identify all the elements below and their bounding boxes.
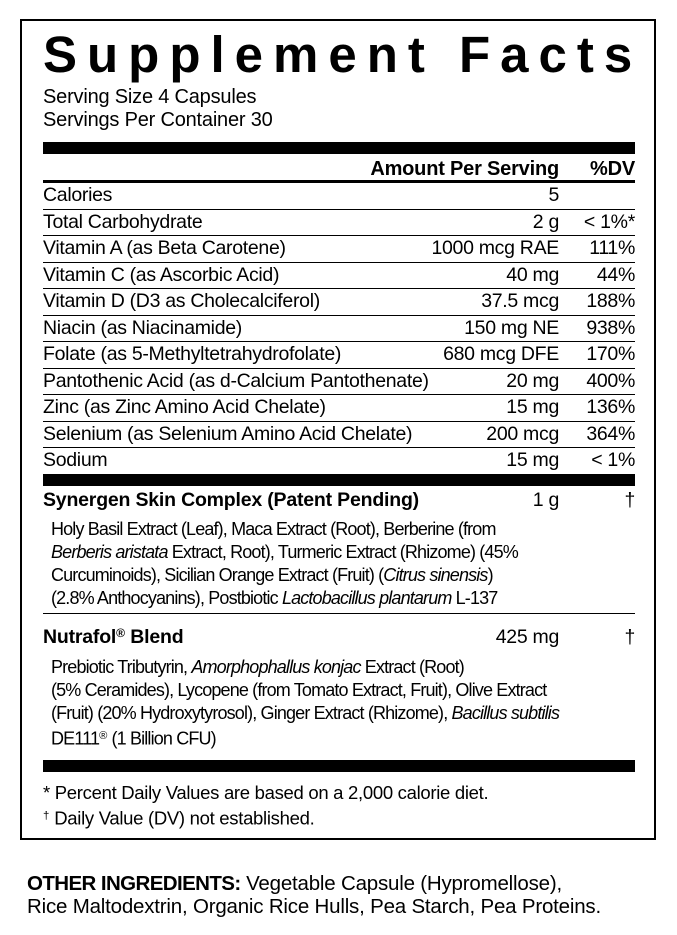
nutrient-dv: 170% bbox=[586, 343, 635, 365]
nutrient-amount: 200 mcg bbox=[486, 422, 559, 445]
nutrient-amount: 40 mg bbox=[506, 263, 559, 286]
nutrient-dv: 136% bbox=[586, 396, 635, 418]
nutrient-row bbox=[43, 209, 635, 236]
blend-description: Prebiotic Tributyrin, Amorphophallus konjac Extract (Root) (5% Ceramides), Lycopene (from Tomato Extract, Fruit), Olive Extract (Fruit) (20% Hydroxytyrosol), Ginger Extract (Rhizome), Bacillus subtilis DE111® (1 Billion CFU) bbox=[51, 656, 560, 749]
nutrient-row bbox=[43, 421, 635, 448]
nutrient-name: Pantothenic Acid (as d-Calcium Pantothenate) bbox=[43, 369, 429, 392]
nutrient-amount: 15 mg bbox=[506, 396, 559, 418]
nutrient-row bbox=[43, 447, 635, 474]
blend-description: Holy Basil Extract (Leaf), Maca Extract (Root), Berberine (from Berberis aristata Extract, Root), Turmeric Extract (Rhizome) (45% Curcuminoids), Sicilian Orange Extract (Fruit) (Citrus sinensis) (2.8% Anthocyanins), Postbiotic Lactobacillus plantarum L-137 bbox=[51, 519, 518, 608]
divider-bar-bottom bbox=[43, 760, 635, 772]
nutrient-amount: 5 bbox=[548, 184, 559, 206]
nutrient-amount: 15 mg bbox=[506, 449, 559, 471]
nutrient-row bbox=[43, 183, 635, 209]
nutrient-amount: 150 mg NE bbox=[464, 316, 559, 339]
nutrient-name: Vitamin A (as Beta Carotene) bbox=[43, 237, 286, 259]
nutrient-name: Folate (as 5-Methyltetrahydrofolate) bbox=[43, 343, 342, 365]
nutrient-dv: 44% bbox=[596, 263, 635, 286]
other-ingredients: OTHER INGREDIENTS: Vegetable Capsule (Hypromellose), Rice Maltodextrin, Organic Rice Hulls, Pea Starch, Pea Proteins. bbox=[27, 871, 601, 918]
column-header-row bbox=[43, 154, 635, 183]
nutrient-dv: < 1% bbox=[591, 449, 635, 471]
nutrient-name: Niacin (as Niacinamide) bbox=[43, 316, 243, 339]
serving-info bbox=[43, 86, 635, 132]
blend-name: Nutrafol® Blend bbox=[43, 626, 184, 649]
amount-per-serving-header: Amount Per Serving bbox=[370, 158, 559, 180]
percent-dv-header: %DV bbox=[590, 158, 635, 180]
nutrient-name: Zinc (as Zinc Amino Acid Chelate) bbox=[43, 396, 326, 418]
nutrient-dv: 111% bbox=[589, 237, 635, 259]
nutrient-dv: 188% bbox=[586, 290, 635, 312]
servings-per-container: Servings Per Container 30 bbox=[43, 109, 273, 131]
nutrient-row bbox=[43, 288, 635, 315]
footnote-daily-values-basis: * Percent Daily Values are based on a 2,000 calorie diet. bbox=[43, 782, 489, 804]
nutrient-row bbox=[43, 394, 635, 421]
nutrient-dv: 938% bbox=[586, 316, 635, 339]
blend-section-nutrafol bbox=[43, 614, 635, 750]
nutrient-dv: 364% bbox=[586, 422, 635, 445]
nutrient-row bbox=[43, 235, 635, 262]
blend-dv-dagger: † bbox=[624, 626, 635, 649]
nutrient-row bbox=[43, 315, 635, 342]
blend-header-row bbox=[43, 614, 635, 652]
nutrient-name: Sodium bbox=[43, 449, 108, 471]
serving-size: Serving Size 4 Capsules bbox=[43, 86, 257, 108]
divider-bar-top bbox=[43, 142, 635, 154]
nutrient-name: Vitamin C (as Ascorbic Acid) bbox=[43, 263, 280, 286]
nutrient-name: Calories bbox=[43, 184, 113, 206]
nutrient-amount: 20 mg bbox=[506, 369, 559, 392]
blend-name: Synergen Skin Complex (Patent Pending) bbox=[43, 488, 419, 511]
footnotes bbox=[43, 781, 635, 830]
nutrient-amount: 2 g bbox=[532, 210, 559, 233]
supplement-facts-panel bbox=[20, 19, 656, 840]
nutrient-amount: 1000 mcg RAE bbox=[431, 237, 559, 259]
blend-dv-dagger: † bbox=[624, 488, 635, 511]
blend-section-synergen bbox=[43, 486, 635, 611]
blend-amount: 1 g bbox=[532, 488, 559, 511]
footnote-dv-not-established: † Daily Value (DV) not established. bbox=[43, 807, 315, 829]
nutrient-name: Selenium (as Selenium Amino Acid Chelate) bbox=[43, 422, 413, 445]
nutrient-name: Vitamin D (D3 as Cholecalciferol) bbox=[43, 290, 320, 312]
nutrient-dv: 400% bbox=[586, 369, 635, 392]
divider-bar-middle bbox=[43, 474, 635, 486]
nutrient-row bbox=[43, 341, 635, 368]
blend-header-row bbox=[43, 486, 635, 515]
panel-title: Supplement Facts bbox=[43, 26, 643, 83]
nutrient-rows bbox=[43, 183, 635, 474]
nutrient-amount: 37.5 mcg bbox=[481, 290, 559, 312]
nutrient-row bbox=[43, 262, 635, 289]
blend-amount: 425 mg bbox=[495, 626, 559, 649]
nutrient-dv: < 1%* bbox=[583, 210, 635, 233]
nutrient-amount: 680 mcg DFE bbox=[443, 343, 559, 365]
nutrient-name: Total Carbohydrate bbox=[43, 210, 203, 233]
nutrient-row bbox=[43, 368, 635, 395]
